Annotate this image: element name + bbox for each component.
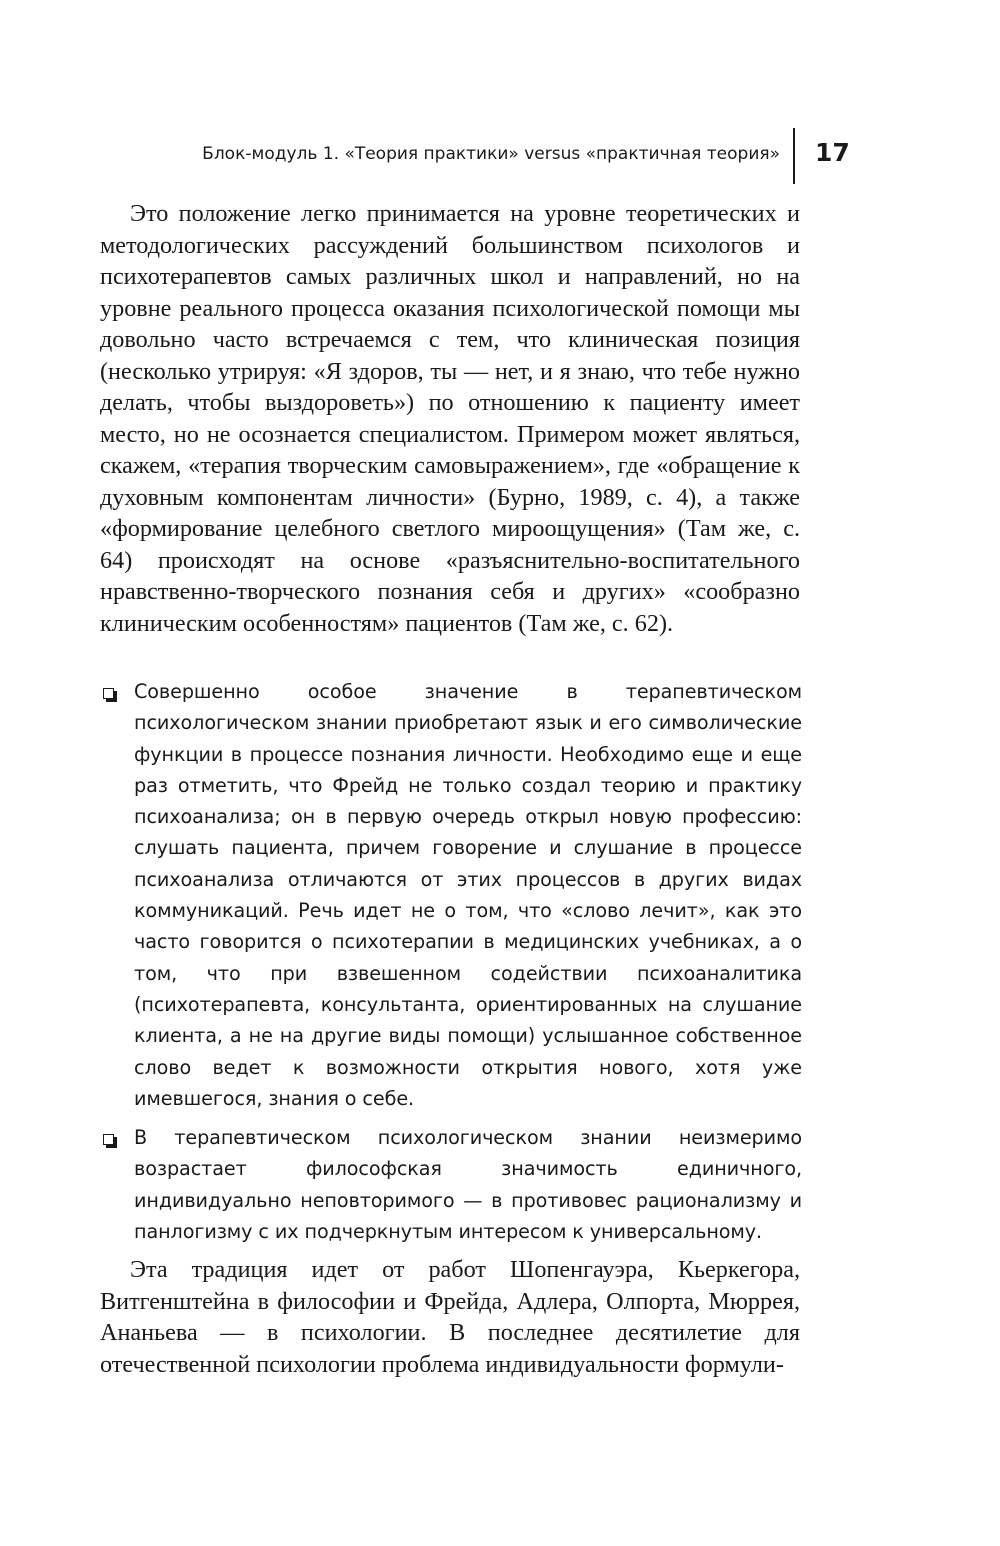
list-item-text: В терапевтическом психологическом знании неизмеримо возрастает философская значимость единичного, индивидуально неповторимого — в противовес рационализму и панлогизму с их подчеркнутым интересом к универсальному. <box>134 1126 802 1244</box>
running-title: Блок-модуль 1. «Теория практики» versus «практичная теория» <box>202 144 780 164</box>
paragraph-clinical-position: Это положение легко принимается на уровне теоретических и методологических рассуждений большинством психологов и психотерапевтов самых различных школ и направлений, но на уровне реального процесса оказания психологической помощи мы довольно часто встречаемся с тем, что клиническая позиция (несколько утрируя: «Я здоров, ты — нет, и я знаю, что тебе нужно делать, чтобы выздороветь») по отношению к пациенту имеет место, но не осознается специалистом. Примером может являться, скажем, «терапия творческим самовыражением», где «обращение к духовным компонентам личности» (Бурно, 1989, с. 4), а также «формирование целебного светлого мироощущения» (Там же, с. 64) происходят на основе «разъяснительно-воспитательного нравственно-творческого познания себя и других» «сообразно клиническим особенностям» пациентов (Там же, с. 62). <box>100 200 800 637</box>
page-number: 17 <box>815 138 850 167</box>
bullet-list <box>100 676 802 1255</box>
list-item <box>100 676 802 1114</box>
list-item <box>100 1122 802 1247</box>
header-divider <box>793 128 795 184</box>
paragraph-tradition: Эта традиция идет от работ Шопенгауэра, Кьеркегора, Витгенштейна в философии и Фрейда, Адлера, Олпорта, Мюррея, Ананьева — в психологии. В последнее десятилетие для отечественной психологии проблема индивидуальности формули- <box>100 1256 800 1378</box>
list-item-text: Совершенно особое значение в терапевтическом психологическом знании приобретают язык и его символические функции в процессе познания личности. Необходимо еще и еще раз отметить, что Фрейд не только создал теорию и практику психоанализа; он в первую очередь открыл новую профессию: слушать пациента, причем говорение и слушание в процессе психоанализа отличаются от этих процессов в других видах коммуникаций. Речь идет не о том, что «слово лечит», как это часто говорится о психотерапии в медицинских учебниках, а о том, что при взвешенном содействии психоаналитика (психотерапевта, консультанта, ориентированных на слушание клиента, а не на другие виды помощи) услышанное собственное слово ведет к возможности открытия нового, хотя уже имевшегося, знания о себе. <box>134 680 802 1110</box>
square-bullet-icon <box>103 688 114 699</box>
square-bullet-icon <box>103 1134 114 1145</box>
page-header <box>100 128 850 186</box>
